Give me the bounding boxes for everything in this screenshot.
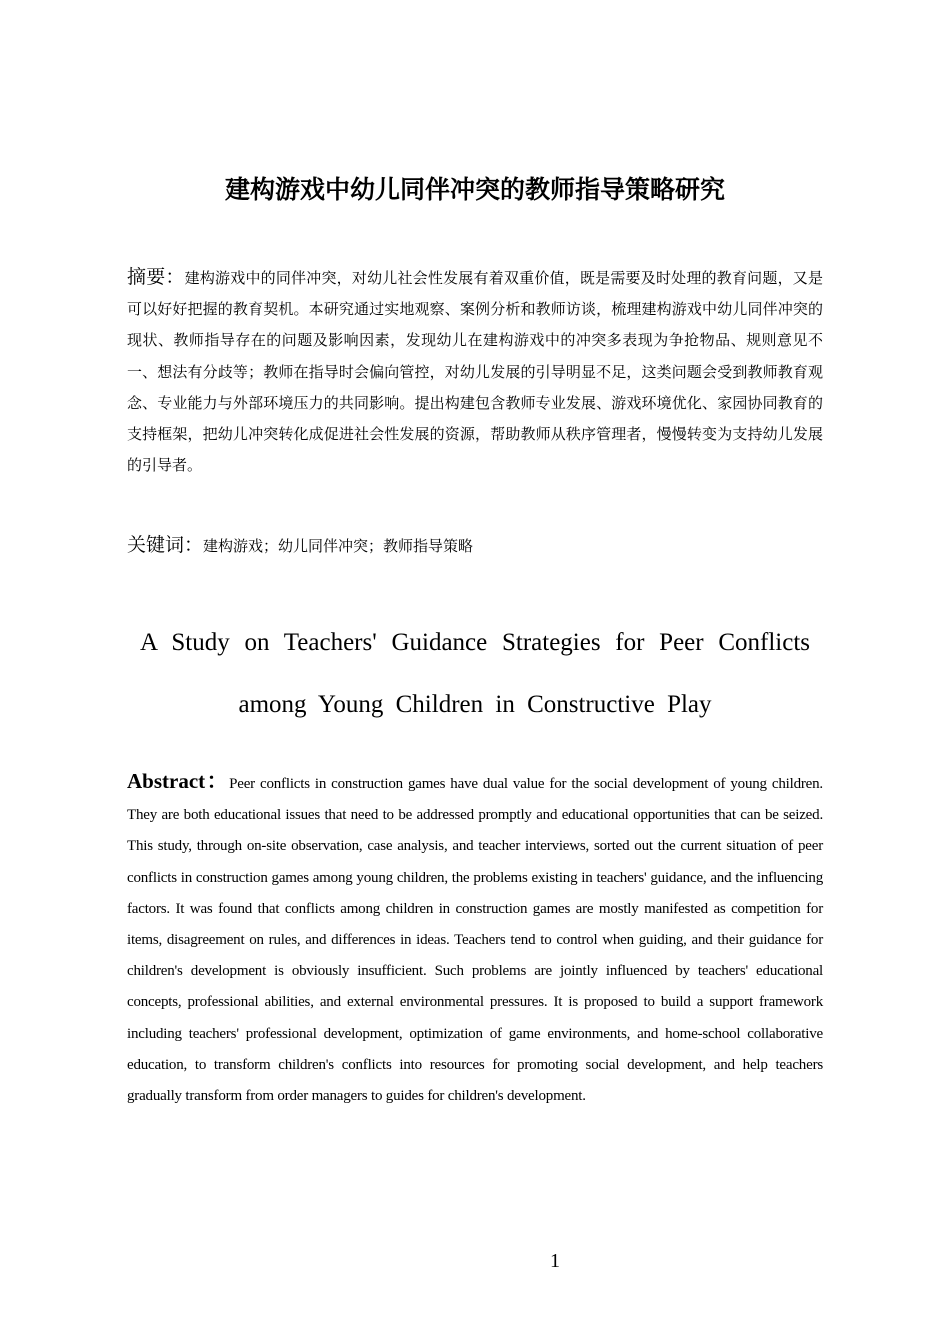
page-number: 1 xyxy=(550,1250,560,1272)
chinese-title: 建构游戏中幼儿同伴冲突的教师指导策略研究 xyxy=(224,175,725,204)
chinese-keywords xyxy=(127,530,823,562)
english-abstract-label: Abstract： xyxy=(127,769,230,793)
chinese-abstract-text: 建构游戏中的同伴冲突，对幼儿社会性发展有着双重价值，既是需要及时处理的教育问题，又是可以好好把握的教育契机。本研究通过实地观察、案例分析和教师访谈，梳理建构游戏中幼儿同伴冲突的现状、教师指导存在的问题及影响因素，发现幼儿在建构游戏中的冲突多表现为争抢物品、规则意见不一、想法有分歧等；教师在指导时会偏向管控，对幼儿发展的引导明显不足，这类问题会受到教师教育观念、专业能力与外部环境压力的共同影响。提出构建包含教师专业发展、游戏环境优化、家园协同教育的支持框架，把幼儿冲突转化成促进社会性发展的资源，帮助教师从秩序管理者，慢慢转变为支持幼儿发展的引导者。 xyxy=(127,269,823,475)
chinese-keywords-text: 建构游戏；幼儿同伴冲突；教师指导策略 xyxy=(203,537,474,555)
english-abstract-text: Peer conflicts in construction games have dual value for the social development of young children. They are both educational issues that need to be addressed promptly and educational opportunities that can be seized. This study, through on-site observation, case analysis, and teacher interviews, sorted out the current situation of peer conflicts in construction games among young children, the problems existing in teachers' guidance, and the influencing factors. It was found that conflicts among children in construction games are mostly manifested as competition for items, disagreement on rules, and differences in ideas. Teachers tend to control when guiding, and their guidance for children's development is obviously insufficient. Such problems are jointly influenced by teachers' educational concepts, professional abilities, and external environmental pressures. It is proposed to build a support framework including teachers' professional development, optimization of game environments, and home-school collaborative education, to transform children's conflicts into resources for promoting social development, and help teachers gradually transform from order managers to guides for children's development. xyxy=(127,776,823,1105)
chinese-abstract xyxy=(127,262,823,481)
english-abstract xyxy=(127,766,823,1112)
english-title: A Study on Teachers' Guidance Strategies for Peer Conflicts among Young Children in Constructive Play xyxy=(140,629,810,718)
chinese-keywords-label: 关键词： xyxy=(127,534,204,556)
chinese-abstract-label: 摘要： xyxy=(127,266,185,288)
